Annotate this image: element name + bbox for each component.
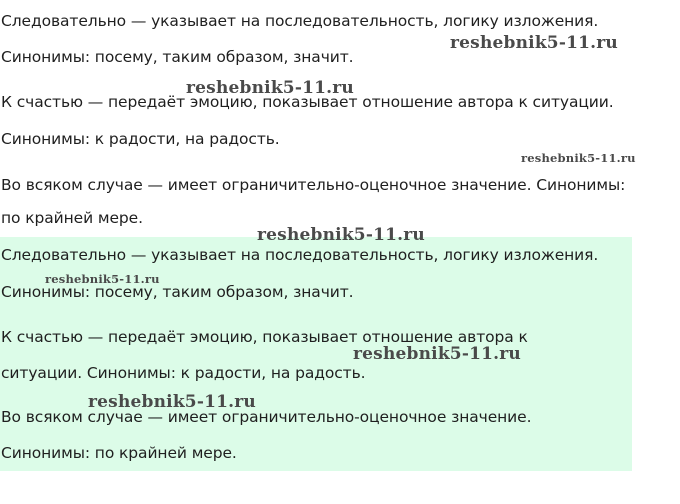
plain-line-4: Синонимы: к радости, на радость.: [1, 130, 280, 148]
highlighted-line-2: Синонимы: посему, таким образом, значит.: [1, 283, 354, 301]
watermark-2: reshebnik5-11.ru: [186, 78, 354, 98]
watermark-1: reshebnik5-11.ru: [450, 33, 618, 53]
highlighted-line-1: Следовательно — указывает на последовательность, логику изложения.: [1, 246, 599, 264]
plain-line-6: по крайней мере.: [1, 209, 143, 227]
watermark-4: reshebnik5-11.ru: [257, 225, 425, 245]
watermark-6: reshebnik5-11.ru: [353, 344, 521, 364]
watermark-3: reshebnik5-11.ru: [521, 151, 636, 165]
plain-line-5: Во всяком случае — имеет ограничительно-оценочное значение. Синонимы:: [1, 176, 626, 194]
plain-line-2: Синонимы: посему, таким образом, значит.: [1, 48, 354, 66]
highlighted-line-6: Синонимы: по крайней мере.: [1, 444, 237, 462]
plain-line-3: К счастью — передаёт эмоцию, показывает отношение автора к ситуации.: [1, 93, 614, 111]
highlighted-line-3: К счастью — передаёт эмоцию, показывает отношение автора к: [1, 328, 528, 346]
plain-line-1: Следовательно — указывает на последовательность, логику изложения.: [1, 12, 599, 30]
highlighted-line-4: ситуации. Синонимы: к радости, на радость.: [1, 364, 366, 382]
highlighted-line-5: Во всяком случае — имеет ограничительно-оценочное значение.: [1, 408, 532, 426]
watermark-5: reshebnik5-11.ru: [45, 272, 160, 286]
watermark-7: reshebnik5-11.ru: [88, 392, 256, 412]
